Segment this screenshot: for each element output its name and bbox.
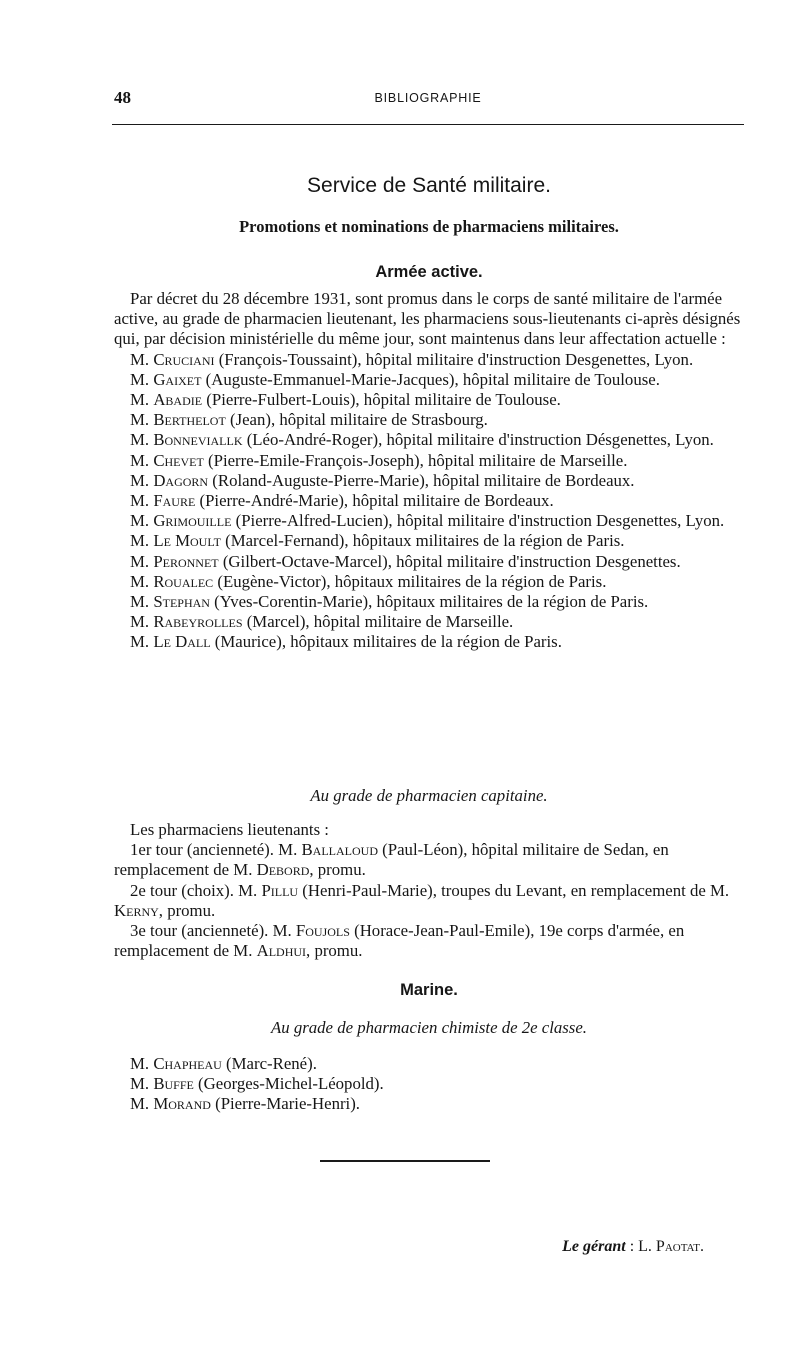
running-title: BIBLIOGRAPHIE — [374, 91, 482, 105]
entry-end: , promu. — [306, 941, 363, 961]
person-details: (Marc-René). — [221, 1054, 317, 1073]
captain-intro: Les pharmaciens lieutenants : — [130, 820, 329, 839]
honorific: M. — [130, 612, 154, 632]
honorific: M. — [130, 349, 154, 369]
entry-details: (Horace-Jean-Paul-Emile), 19e corps d'armée, en remplacement de M. — [114, 921, 685, 961]
header-rule — [112, 124, 744, 125]
replaced-name: Debord — [256, 860, 310, 880]
captain-entry — [114, 840, 744, 880]
person-details: (Eugène-Victor), hôpitaux militaires de la région de Paris. — [213, 571, 607, 591]
signature-separator: : — [625, 1238, 639, 1255]
captain-block — [114, 820, 744, 961]
lieutenant-list — [114, 350, 744, 653]
promotion-entry — [114, 471, 744, 491]
entry-details: (Paul-Léon), hôpital militaire de Sedan, en remplacement de M. — [114, 840, 669, 880]
honorific: M. — [130, 470, 154, 490]
person-name: Buffe — [153, 1074, 194, 1094]
person-details: (Pierre-Marie-Henri). — [210, 1094, 360, 1114]
person-name: Dagorn — [153, 470, 209, 490]
promotion-entry — [114, 491, 744, 511]
promotion-entry — [114, 430, 744, 450]
person-name: Peronnet — [153, 551, 219, 571]
honorific: M. — [130, 430, 154, 450]
honorific: M. — [130, 531, 154, 551]
person-details: (Auguste-Emmanuel-Marie-Jacques), hôpital militaire de Toulouse. — [201, 369, 660, 389]
captain-list — [114, 840, 744, 961]
honorific: M. — [130, 571, 154, 591]
person-name: Morand — [153, 1094, 211, 1114]
honorific: M. — [130, 390, 154, 410]
honorific: M. — [130, 410, 154, 430]
person-details: (Maurice), hôpitaux militaires de la région de Paris. — [210, 632, 562, 652]
entry-end: , promu. — [158, 900, 216, 920]
captain-entry — [114, 921, 744, 961]
page-header — [114, 88, 742, 112]
person-name: Le Dall — [153, 632, 211, 652]
person-name: Berthelot — [153, 410, 226, 430]
person-name: Chevet — [153, 450, 204, 470]
signature-label: Le gérant — [562, 1238, 626, 1255]
page-number: 48 — [114, 88, 131, 107]
honorific: M. — [130, 491, 154, 511]
replaced-name: Kerny — [114, 900, 159, 920]
lieutenant-block — [114, 289, 744, 653]
chemist-list — [114, 1054, 744, 1115]
person-details: (Pierre-André-Marie), hôpital militaire de Bordeaux. — [195, 491, 554, 511]
section-heading-marine: Marine. — [400, 981, 458, 999]
captain-entry — [114, 881, 744, 921]
chemist-heading: Au grade de pharmacien chimiste de 2e classe. — [271, 1018, 587, 1037]
entry-order: 2e tour (choix). M. — [130, 880, 262, 900]
closing-rule — [320, 1160, 490, 1162]
person-details: (Pierre-Emile-François-Joseph), hôpital militaire de Marseille. — [203, 450, 628, 470]
signature-name: L. Paotat. — [638, 1238, 704, 1255]
honorific: M. — [130, 450, 154, 470]
section-title: Service de Santé militaire. — [307, 174, 551, 197]
promotion-entry — [114, 572, 744, 592]
promotion-entry — [114, 632, 744, 652]
person-name: Pillu — [261, 880, 299, 900]
promotion-entry — [114, 612, 744, 632]
person-name: Bonneviallk — [153, 430, 243, 450]
person-details: (Léo-André-Roger), hôpital militaire d'instruction Désgenettes, Lyon. — [242, 430, 714, 450]
honorific: M. — [130, 551, 154, 571]
promotion-entry — [114, 350, 744, 370]
article-subtitle: Promotions et nominations de pharmaciens militaires. — [239, 217, 619, 236]
honorific: M. — [130, 1074, 154, 1094]
person-name: Rabeyrolles — [153, 612, 243, 632]
person-name: Roualec — [153, 571, 214, 591]
person-name: Le Moult — [153, 531, 221, 551]
promotion-entry — [114, 390, 744, 410]
nomination-entry — [114, 1054, 744, 1074]
honorific: M. — [130, 369, 154, 389]
person-name: Abadie — [153, 390, 203, 410]
captain-heading: Au grade de pharmacien capitaine. — [310, 786, 548, 805]
promotion-entry — [114, 531, 744, 551]
person-details: (François-Toussaint), hôpital militaire d'instruction Desgenettes, Lyon. — [214, 349, 694, 369]
honorific: M. — [130, 1094, 154, 1114]
chemist-block — [114, 1054, 744, 1115]
person-details: (Pierre-Fulbert-Louis), hôpital militaire de Toulouse. — [202, 390, 561, 410]
person-name: Faure — [153, 491, 196, 511]
entry-details: (Henri-Paul-Marie), troupes du Levant, en remplacement de M. — [298, 880, 730, 900]
promotion-entry — [114, 552, 744, 572]
person-name: Grimouille — [153, 511, 232, 531]
person-details: (Marcel), hôpital militaire de Marseille. — [242, 612, 514, 632]
person-name: Gaixet — [153, 369, 202, 389]
entry-order: 3e tour (ancienneté). M. — [130, 921, 296, 941]
person-details: (Marcel-Fernand), hôpitaux militaires de la région de Paris. — [220, 531, 625, 551]
person-details: (Pierre-Alfred-Lucien), hôpital militaire d'instruction Desgenettes, Lyon. — [231, 511, 725, 531]
nomination-entry — [114, 1074, 744, 1094]
person-name: Foujols — [295, 921, 350, 941]
entry-end: , promu. — [309, 860, 366, 880]
honorific: M. — [130, 632, 154, 652]
person-name: Chapheau — [153, 1054, 222, 1073]
entry-order: 1er tour (ancienneté). M. — [130, 840, 302, 860]
person-name: Cruciani — [153, 349, 215, 369]
honorific: M. — [130, 1054, 154, 1073]
person-details: (Georges-Michel-Léopold). — [193, 1074, 384, 1094]
honorific: M. — [130, 511, 154, 531]
replaced-name: Aldhui — [256, 941, 307, 961]
promotion-entry — [114, 370, 744, 390]
person-name: Ballaloud — [301, 840, 378, 860]
promotion-entry — [114, 592, 744, 612]
signature — [562, 1238, 704, 1256]
person-details: (Gilbert-Octave-Marcel), hôpital militaire d'instruction Desgenettes. — [218, 551, 681, 571]
section-heading-armee-active: Armée active. — [375, 263, 483, 281]
person-details: (Yves-Corentin-Marie), hôpitaux militaires de la région de Paris. — [209, 592, 649, 612]
person-name: Stephan — [153, 592, 210, 612]
promotion-entry — [114, 451, 744, 471]
honorific: M. — [130, 592, 154, 612]
nomination-entry — [114, 1094, 744, 1114]
promotion-entry — [114, 410, 744, 430]
promotion-entry — [114, 511, 744, 531]
intro-paragraph: Par décret du 28 décembre 1931, sont promus dans le corps de santé militaire de l'armée active, au grade de pharmacien lieutenant, les pharmaciens sous-lieutenants ci-après désignés qui, par décision ministérielle du même jour, sont maintenus dans leur affectation actuelle : — [114, 289, 741, 349]
person-details: (Jean), hôpital militaire de Strasbourg. — [225, 410, 488, 430]
person-details: (Roland-Auguste-Pierre-Marie), hôpital militaire de Bordeaux. — [208, 470, 635, 490]
